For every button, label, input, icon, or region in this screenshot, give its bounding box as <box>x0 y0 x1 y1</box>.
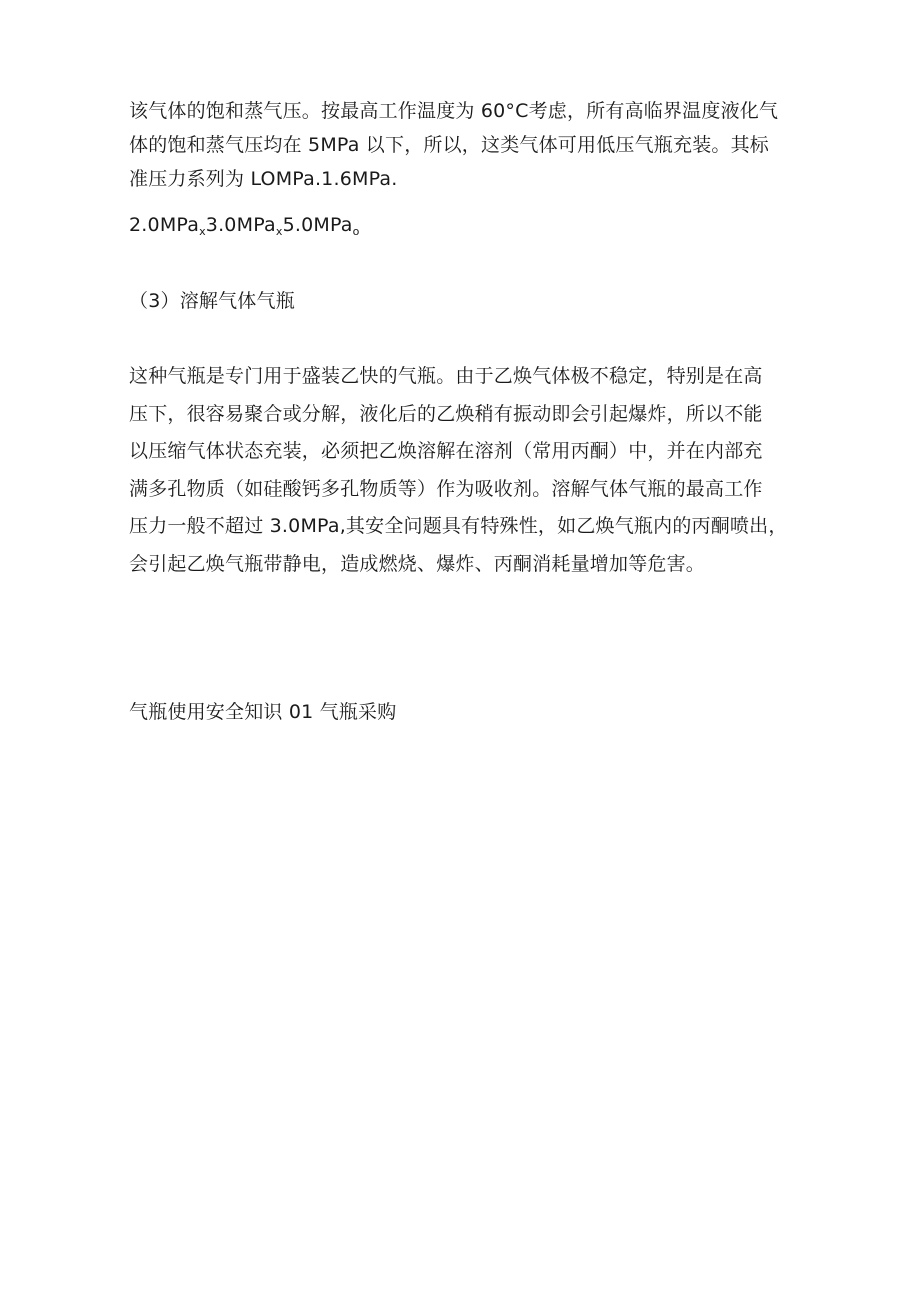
subscript-mark: x <box>199 225 206 238</box>
pressure-value: 2.0MPa <box>129 214 200 236</box>
pressure-value: 3.0MPa <box>205 214 276 236</box>
paragraph-acetylene-cylinder <box>129 358 809 584</box>
section-heading-dissolved-gas-cylinder: （3）溶解气体气瓶 <box>129 290 295 312</box>
text-line: 会引起乙焕气瓶带静电，造成燃烧、爆炸、丙酮消耗量增加等危害。 <box>129 552 706 575</box>
pressure-value: 5.0MPa <box>282 214 353 236</box>
text-line: 压力一般不超过 3.0MPa,其安全问题具有特殊性，如乙焕气瓶内的丙酮喷出， <box>129 515 788 538</box>
subscript-mark: x <box>275 225 283 238</box>
text-line: 体的饱和蒸气压均在 5MPa 以下，所以，这类气体可用低压气瓶充装。其标 <box>129 134 770 156</box>
subscript-mark: o <box>352 225 360 238</box>
paragraph-saturated-vapor-pressure <box>129 94 809 196</box>
text-line: 满多孔物质（如硅酸钙多孔物质等）作为吸收剂。溶解气体气瓶的最高工作 <box>129 477 763 500</box>
text-line: 以压缩气体状态充装，必须把乙焕溶解在溶剂（常用丙酮）中，并在内部充 <box>129 440 763 463</box>
text-line: 这种气瓶是专门用于盛装乙快的气瓶。由于乙焕气体极不稳定，特别是在高 <box>129 365 763 387</box>
text-line: 压下，很容易聚合或分解，液化后的乙焕稍有振动即会引起爆炸，所以不能 <box>129 402 763 425</box>
paragraph-pressure-series <box>129 210 809 247</box>
text-line: 准压力系列为 LOMPa.1.6MPa. <box>129 168 398 190</box>
text-line: 该气体的饱和蒸气压。按最高工作温度为 60°C考虑，所有高临界温度液化气 <box>129 100 779 122</box>
paragraph-cylinder-safety-title: 气瓶使用安全知识 01 气瓶采购 <box>129 701 397 723</box>
